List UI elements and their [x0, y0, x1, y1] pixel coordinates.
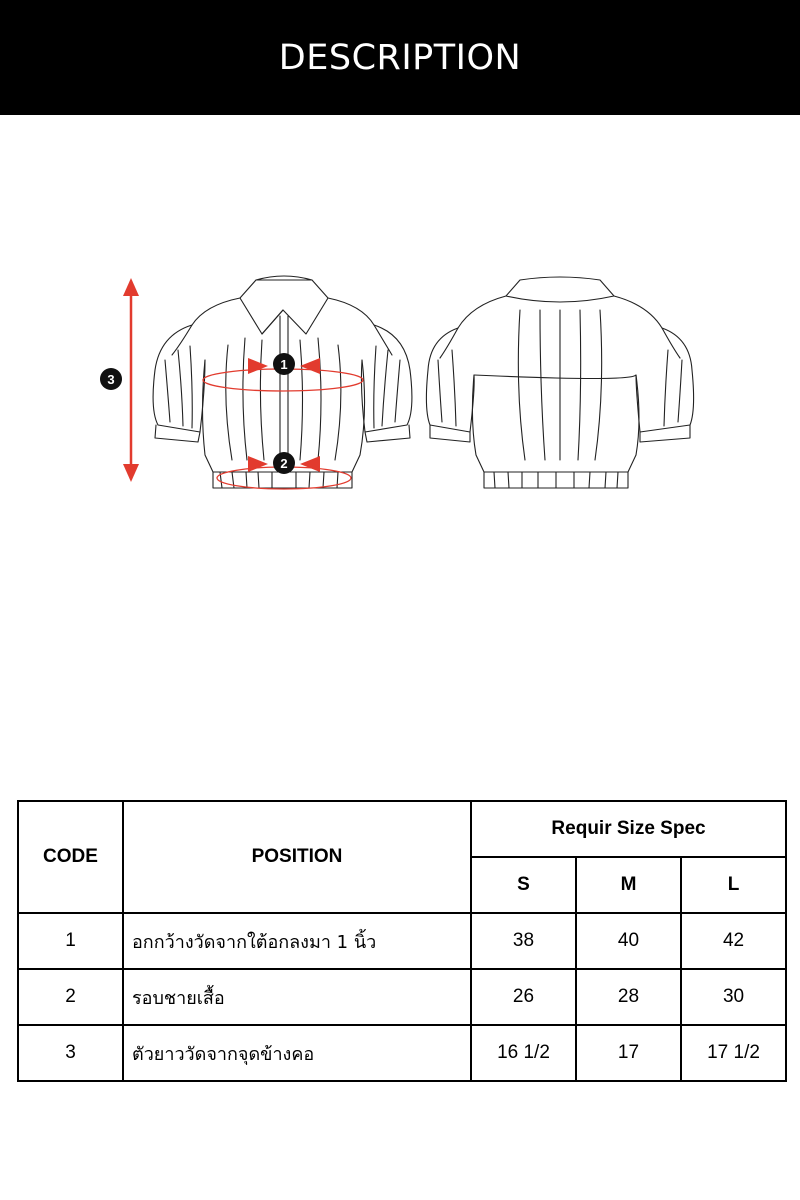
table-row — [18, 913, 786, 969]
marker-3-label: 3 — [107, 372, 115, 387]
arrow-right-2 — [248, 456, 268, 472]
header-bar — [0, 0, 800, 115]
row-value-l: 42 — [681, 913, 786, 969]
marker-1-label: 1 — [280, 357, 288, 372]
row-value-m: 40 — [576, 913, 681, 969]
row-position: อกกว้างวัดจากใต้อกลงมา 1 นิ้ว — [123, 913, 471, 969]
header-spec-title: Requir Size Spec — [471, 801, 786, 857]
row-code: 2 — [18, 969, 123, 1025]
length-arrow-bottom — [123, 464, 139, 482]
header-size-s: S — [471, 857, 576, 913]
marker-3 — [100, 368, 122, 390]
row-value-l: 30 — [681, 969, 786, 1025]
marker-2-label: 2 — [280, 456, 288, 471]
marker-2 — [273, 452, 295, 474]
marker-1 — [273, 353, 295, 375]
row-value-m: 28 — [576, 969, 681, 1025]
row-position: รอบชายเสื้อ — [123, 969, 471, 1025]
row-value-l: 17 1/2 — [681, 1025, 786, 1081]
header-size-m: M — [576, 857, 681, 913]
length-arrow-top — [123, 278, 139, 296]
arrow-left-1 — [300, 358, 320, 374]
row-position: ตัวยาววัดจากจุดข้างคอ — [123, 1025, 471, 1081]
garment-illustration — [0, 250, 800, 510]
row-code: 3 — [18, 1025, 123, 1081]
arrow-right-1 — [248, 358, 268, 374]
header-size-l: L — [681, 857, 786, 913]
page-title: DESCRIPTION — [278, 37, 522, 78]
header-position: POSITION — [123, 801, 471, 913]
table-row — [18, 969, 786, 1025]
garment-diagram — [0, 250, 800, 510]
row-value-s: 38 — [471, 913, 576, 969]
size-spec-table — [17, 800, 787, 1082]
row-value-s: 26 — [471, 969, 576, 1025]
row-value-s: 16 1/2 — [471, 1025, 576, 1081]
row-value-m: 17 — [576, 1025, 681, 1081]
row-code: 1 — [18, 913, 123, 969]
arrow-left-2 — [300, 456, 320, 472]
table-row — [18, 1025, 786, 1081]
back-view-shirt — [426, 277, 693, 488]
header-code: CODE — [18, 801, 123, 913]
